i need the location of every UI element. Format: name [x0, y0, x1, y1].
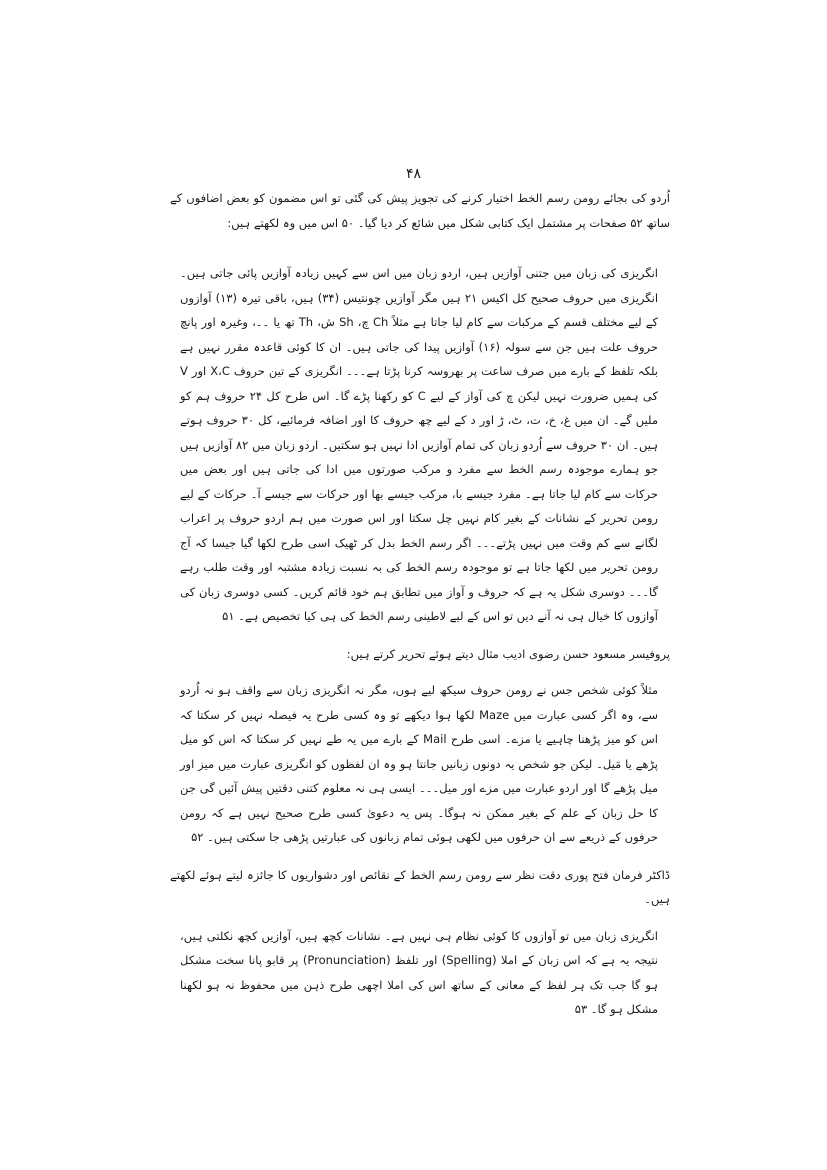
intro-paragraph-3: ڈاکٹر فرمان فتح پوری دقت نظر سے رومن رسم الخط کے نقائص اور دشواریوں کا جائزہ لیتے ہوئے لکھتے ہیں۔ — [170, 867, 670, 906]
block-quote-3: انگریزی زبان میں تو آوازوں کا کوئی نظام ہی نہیں ہے۔ نشانات کچھ ہیں، آوازیں کچھ نکلتی ہیں، نتیجہ یہ ہے کہ اس زبان کے املا (Spelling) اور تلفظ (Pronunciation) پر قابو پانا سخت مشکل ہو گا جب تک ہر لفظ کے معانی کے ساتھ اس کی املا اچھی طرح ذہن میں محفوظ نہ ہو لکھنا مشکل ہو گا۔ ۵۳ — [180, 928, 658, 1016]
intro-paragraph-2: پروفیسر مسعود حسن رضوی ادیب مثال دیتے ہوئے تحریر کرتے ہیں: — [346, 646, 670, 661]
lead-paragraph: اُردو کی بجائے رومن رسم الخط اختیار کرنے کی تجویز پیش کی گئی تو اس مضمون کو بعض اضافوں کے ساتھ ۵۲ صفحات پر مشتمل ایک کتابی شکل میں شائع کر دیا گیا۔ ۵۰ اس میں وہ لکھتے ہیں: — [170, 191, 670, 230]
document-body — [170, 186, 670, 1035]
block-quote-2: مثلاً کوئی شخص جس نے رومن حروف سیکھ لیے ہوں، مگر نہ انگریزی زبان سے واقف ہو نہ اُردو سے، وہ اگر کسی عبارت میں Maze لکھا ہوا دیکھے تو وہ کسی طرح یہ فیصلہ نہیں کر سکتا کہ اس کو میز پڑھنا چاہیے یا مزے۔ اسی طرح Mail کے بارے میں یہ طے نہیں کر سکتا کہ اس کو میل پڑھے یا مَیل۔ لیکن جو شخص یہ دونوں زبانیں جانتا ہو وہ ان لفظوں کو انگریزی عبارت میں میز اور میل پڑھے گا اور اردو عبارت میں مزے اور میل۔۔۔ ایسی ہی نہ معلوم کتنی دقتیں پیش آئیں گی جن کا حل زبان کے علم کے بغیر ممکن نہ ہوگا۔ پس یہ دعویٰ کسی طرح صحیح نہیں ہے کہ رومن حرفوں کے ذریعے سے ان حرفوں میں لکھی ہوئی تمام زبانوں کی عبارتیں پڑھی جا سکتی ہیں۔ ۵۲ — [180, 683, 658, 844]
block-quote-1: انگریزی کی زبان میں جتنی آوازیں ہیں، اردو زبان میں اس سے کہیں زیادہ آوازیں پائی جاتی ہیں۔ انگریزی میں حروف صحیح کل اکیس ۲۱ ہیں مگر آوازیں چونتیس (۳۴) ہیں، باقی تیرہ (۱۳) آوازوں کے لیے مختلف قسم کے مرکبات سے کام لیا جاتا ہے مثلاً Ch چ، Sh ش، Th تھ یا ۔۔، وغیرہ اور پانچ حروف علت ہیں جن سے سولہ (۱۶) آوازیں پیدا کی جاتی ہیں۔ ان کا کوئی قاعدہ مقرر نہیں ہے بلکہ تلفظ کے بارے میں صرف ساعت پر بھروسہ کرنا پڑتا ہے۔۔۔ انگریزی کے تین حروف X،C اور V کی ہمیں ضرورت نہیں لیکن چ کی آواز کے لیے C کو رکھنا پڑے گا۔ اس طرح کل ۲۴ حروف ہم کو ملیں گے۔ ان میں غ، خ، ت، ٹ، ڑ اور د کے لیے چھ حروف کا اور اضافہ فرمائیے، کل ۳۰ حروف ہوتے ہیں۔ ان ۳۰ حروف سے اُردو زبان کی تمام آوازیں ادا نہیں ہو سکتیں۔ اردو زبان میں ۸۲ آوازیں ہیں جو ہمارے موجودہ رسم الخط سے مفرد و مرکب صورتوں میں ادا کی جاتی ہیں اور بعض میں حرکات سے کام لیا جاتا ہے۔ مفرد جیسے با، مرکب جیسے بھا اور حرکات سے جیسے آ۔ حرکات کے لیے رومن تحریر کے نشانات کے بغیر کام نہیں چل سکتا اور اس صورت میں ہم اردو حروف پر اعراب لگانے سے کم وقت میں نہیں پڑتے۔۔۔ اگر رسم الخط بدل کر ٹھیک اسی طرح لکھا گیا جیسا کہ آج رومن تحریر میں لکھا جاتا ہے تو موجودہ رسم الخط کی بہ نسبت زیادہ مشتبہ اور وقت طلب رہے گا۔۔۔ دوسری شکل یہ ہے کہ حروف و آواز میں تطابق ہم خود قائم کریں۔ کسی دوسری زبان کی آوازوں کا خیال ہی نہ آنے دیں تو اس کے لیے لاطینی رسم الخط کی ہی کیا تخصیص ہے۔ ۵۱ — [180, 266, 659, 623]
page-number: ۴۸ — [405, 166, 422, 182]
